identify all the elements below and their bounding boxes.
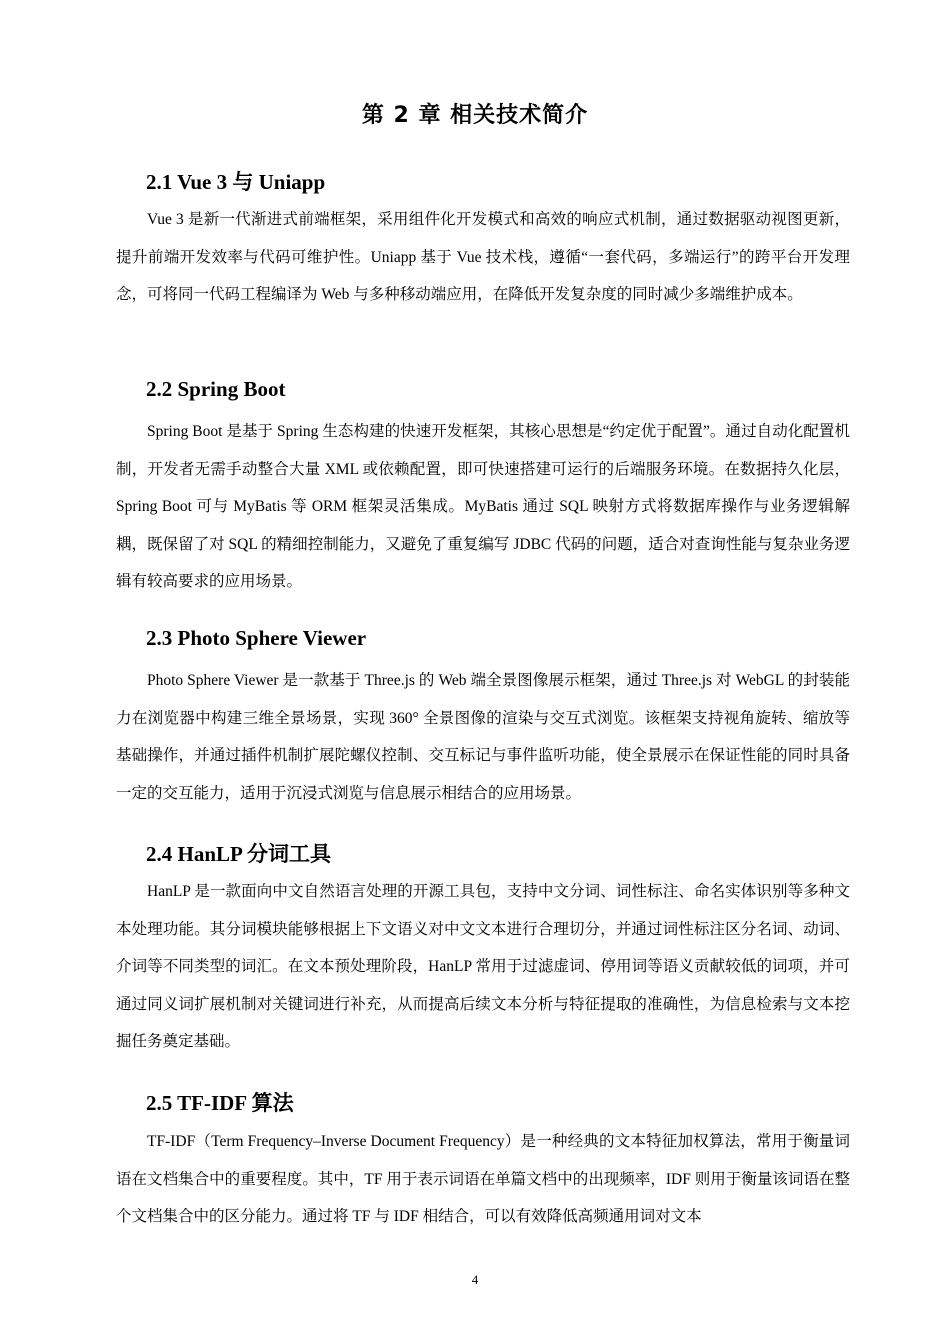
- section-heading-2-1: 2.1 Vue 3 与 Uniapp: [146, 170, 326, 194]
- section-heading-2-3: 2.3 Photo Sphere Viewer: [146, 626, 367, 650]
- section-paragraph-2-2: Spring Boot 是基于 Spring 生态构建的快速开发框架，其核心思想是“约定优于配置”。通过自动化配置机制，开发者无需手动整合大量 XML 或依赖配置，即可快速搭建可运行的后端服务环境。在数据持久化层，Spring Boot 可与 MyBatis 等 ORM 框架灵活集成。MyBatis 通过 SQL 映射方式将数据库操作与业务逻辑解耦，既保留了对 SQL 的精细控制能力，又避免了重复编写 JDBC 代码的问题，适合对查询性能与复杂业务逻辑有较高要求的应用场景。: [116, 423, 850, 591]
- section-paragraph-2-1: Vue 3 是新一代渐进式前端框架，采用组件化开发模式和高效的响应式机制，通过数据驱动视图更新，提升前端开发效率与代码可维护性。Uniapp 基于 Vue 技术栈，遵循“一套代码，多端运行”的跨平台开发理念，可将同一代码工程编译为 Web 与多种移动端应用，在降低开发复杂度的同时减少多端维护成本。: [116, 211, 850, 304]
- section-heading-2-4: 2.4 HanLP 分词工具: [146, 842, 331, 866]
- section-paragraph-2-5: TF-IDF（Term Frequency–Inverse Document Frequency）是一种经典的文本特征加权算法，常用于衡量词语在文档集合中的重要程度。其中，TF 用于表示词语在单篇文档中的出现频率，IDF 则用于衡量该词语在整个文档集合中的区分能力。通过将 TF 与 IDF 相结合，可以有效降低高频通用词对文本: [116, 1133, 850, 1226]
- section-heading-2-2: 2.2 Spring Boot: [146, 377, 286, 401]
- section-paragraph-2-4: HanLP 是一款面向中文自然语言处理的开源工具包，支持中文分词、词性标注、命名实体识别等多种文本处理功能。其分词模块能够根据上下文语义对中文文本进行合理切分，并通过词性标注区分名词、动词、介词等不同类型的词汇。在文本预处理阶段，HanLP 常用于过滤虚词、停用词等语义贡献较低的词项，并可通过同义词扩展机制对关键词进行补充，从而提高后续文本分析与特征提取的准确性，为信息检索与文本挖掘任务奠定基础。: [116, 883, 850, 1051]
- section-heading-2-5: 2.5 TF-IDF 算法: [146, 1091, 294, 1115]
- page-number: 4: [471, 1272, 479, 1287]
- section-paragraph-2-3: Photo Sphere Viewer 是一款基于 Three.js 的 Web 端全景图像展示框架，通过 Three.js 对 WebGL 的封装能力在浏览器中构建三维全景场景，实现 360° 全景图像的渲染与交互式浏览。该框架支持视角旋转、缩放等基础操作，并通过插件机制扩展陀螺仪控制、交互标记与事件监听功能，使全景展示在保证性能的同时具备一定的交互能力，适用于沉浸式浏览与信息展示相结合的应用场景。: [116, 672, 850, 802]
- chapter-title: 第 2 章 相关技术简介: [361, 103, 589, 128]
